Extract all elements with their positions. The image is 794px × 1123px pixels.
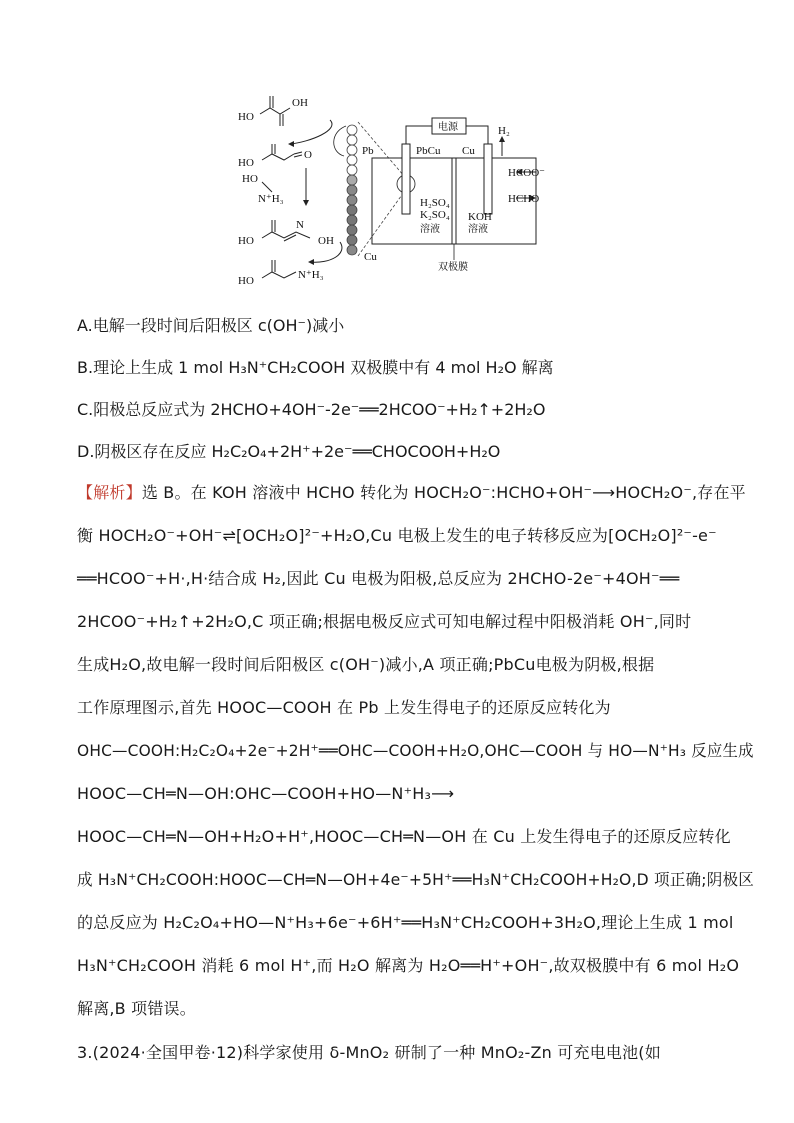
cu-label-bottom: Cu xyxy=(364,251,377,263)
molecule-glycine-cation xyxy=(238,260,324,287)
molecule-oxime xyxy=(238,219,334,247)
analysis-line-7: OHC—COOH:H₂C₂O₄+2e⁻+2H⁺══OHC—COOH+H₂O,OHC—COOH 与 HO—N⁺H₃ 反应生成 xyxy=(77,741,754,760)
analysis-line-1 xyxy=(77,482,746,504)
cu-label-top: Cu xyxy=(462,145,475,157)
analysis-line-3: ══HCOO⁻+H·,H·结合成 H₂,因此 Cu 电极为阳极,总反应为 2HCHO-2e⁻+4OH⁻══ xyxy=(77,569,680,588)
analysis-text-1: 选 B。在 KOH 溶液中 HCHO 转化为 HOCH₂O⁻:HCHO+OH⁻⟶HOCH₂O⁻,存在平 xyxy=(141,483,746,502)
hcho-label: HCHO xyxy=(508,193,540,205)
mol1-oh: OH xyxy=(292,97,308,109)
cu-electrode xyxy=(484,144,492,214)
electrolysis-diagram-svg xyxy=(230,92,560,302)
mol2-ho: HO xyxy=(238,157,254,169)
analysis-line-5: 生成H₂O,故电解一段时间后阳极区 c(OH⁻)减小,A 项正确;PbCu电极为阴极,根据 xyxy=(77,655,655,674)
analysis-line-12: H₃N⁺CH₂COOH 消耗 6 mol H⁺,而 H₂O 解离为 H₂O══H⁺+OH⁻,故双极膜中有 6 mol H₂O xyxy=(77,956,740,975)
analysis-line-9: HOOC—CH═N—OH+H₂O+H⁺,HOOC—CH═N—OH 在 Cu 上发生得电子的还原反应转化 xyxy=(77,827,731,846)
analysis-line-4: 2HCOO⁻+H₂↑+2H₂O,C 项正确;根据电极反应式可知电解过程中阳极消耗 OH⁻,同时 xyxy=(77,612,692,631)
option-d: D.阴极区存在反应 H₂C₂O₄+2H⁺+2e⁻══CHOCOOH+H₂O xyxy=(77,442,501,461)
mol4-ho: HO xyxy=(238,235,254,247)
option-a: A.电解一段时间后阳极区 c(OH⁻)减小 xyxy=(77,316,345,335)
mol4-oh: OH xyxy=(318,235,334,247)
option-c: C.阳极总反应式为 2HCHO+4OH⁻-2e⁻══2HCOO⁻+H₂↑+2H₂O xyxy=(77,400,546,419)
h2-label: H₂ xyxy=(498,125,510,137)
analysis-line-6: 工作原理图示,首先 HOOC—COOH 在 Pb 上发生得电子的还原反应转化为 xyxy=(77,698,611,717)
analysis-line-10: 成 H₃N⁺CH₂COOH:HOOC—CH═N—OH+4e⁻+5H⁺══H₃N⁺CH₂COOH+H₂O,D 项正确;阴极区 xyxy=(77,870,754,889)
right-solution-line-2: 溶液 xyxy=(468,224,488,235)
analysis-line-8: HOOC—CH═N—OH:OHC—COOH+HO—N⁺H₃⟶ xyxy=(77,784,455,803)
power-label: 电源 xyxy=(438,122,458,133)
electrode-bead-chain xyxy=(334,125,357,255)
molecule-hydroxylammonium xyxy=(242,173,284,205)
right-solution-line-1: KOH xyxy=(468,211,492,223)
left-solution-line-1: H₂SO₄ xyxy=(420,197,450,209)
membrane-label: 双极膜 xyxy=(438,262,468,273)
mol1-ho: HO xyxy=(238,111,254,123)
electrolysis-diagram xyxy=(230,92,560,302)
mol5-ho: HO xyxy=(238,275,254,287)
analysis-line-11: 的总反应为 H₂C₂O₄+HO—N⁺H₃+6e⁻+6H⁺══H₃N⁺CH₂COOH+3H₂O,理论上生成 1 mol xyxy=(77,913,734,932)
pbcu-electrode xyxy=(402,144,410,214)
analysis-line-13: 解离,B 项错误。 xyxy=(77,999,196,1018)
analysis-line-2: 衡 HOCH₂O⁻+OH⁻⇌[OCH₂O]²⁻+H₂O,Cu 电极上发生的电子转移反应为[OCH₂O]²⁻-e⁻ xyxy=(77,526,717,545)
left-solution-line-2: K₂SO₄ xyxy=(420,209,450,221)
hcoo-label: HCOO⁻ xyxy=(508,167,545,179)
mol4-n: N xyxy=(296,219,304,231)
mol3-ho: HO xyxy=(242,173,258,185)
mol2-o: O xyxy=(304,149,312,161)
pbcu-label: PbCu xyxy=(416,145,441,157)
molecule-oxalic-acid xyxy=(238,96,308,126)
next-question-stem: 3.(2024·全国甲卷·12)科学家使用 δ-MnO₂ 研制了一种 MnO₂-Zn 可充电电池(如 xyxy=(77,1043,661,1062)
molecule-glyoxylic-acid xyxy=(238,144,312,169)
left-solution-line-3: 溶液 xyxy=(420,224,440,235)
mol3-nh3: N⁺H₃ xyxy=(258,193,284,205)
mol5-nh3: N⁺H₃ xyxy=(298,269,324,281)
analysis-tag: 【解析】 xyxy=(77,483,142,502)
pb-label: Pb xyxy=(362,145,374,157)
option-b: B.理论上生成 1 mol H₃N⁺CH₂COOH 双极膜中有 4 mol H₂O 解离 xyxy=(77,358,554,377)
